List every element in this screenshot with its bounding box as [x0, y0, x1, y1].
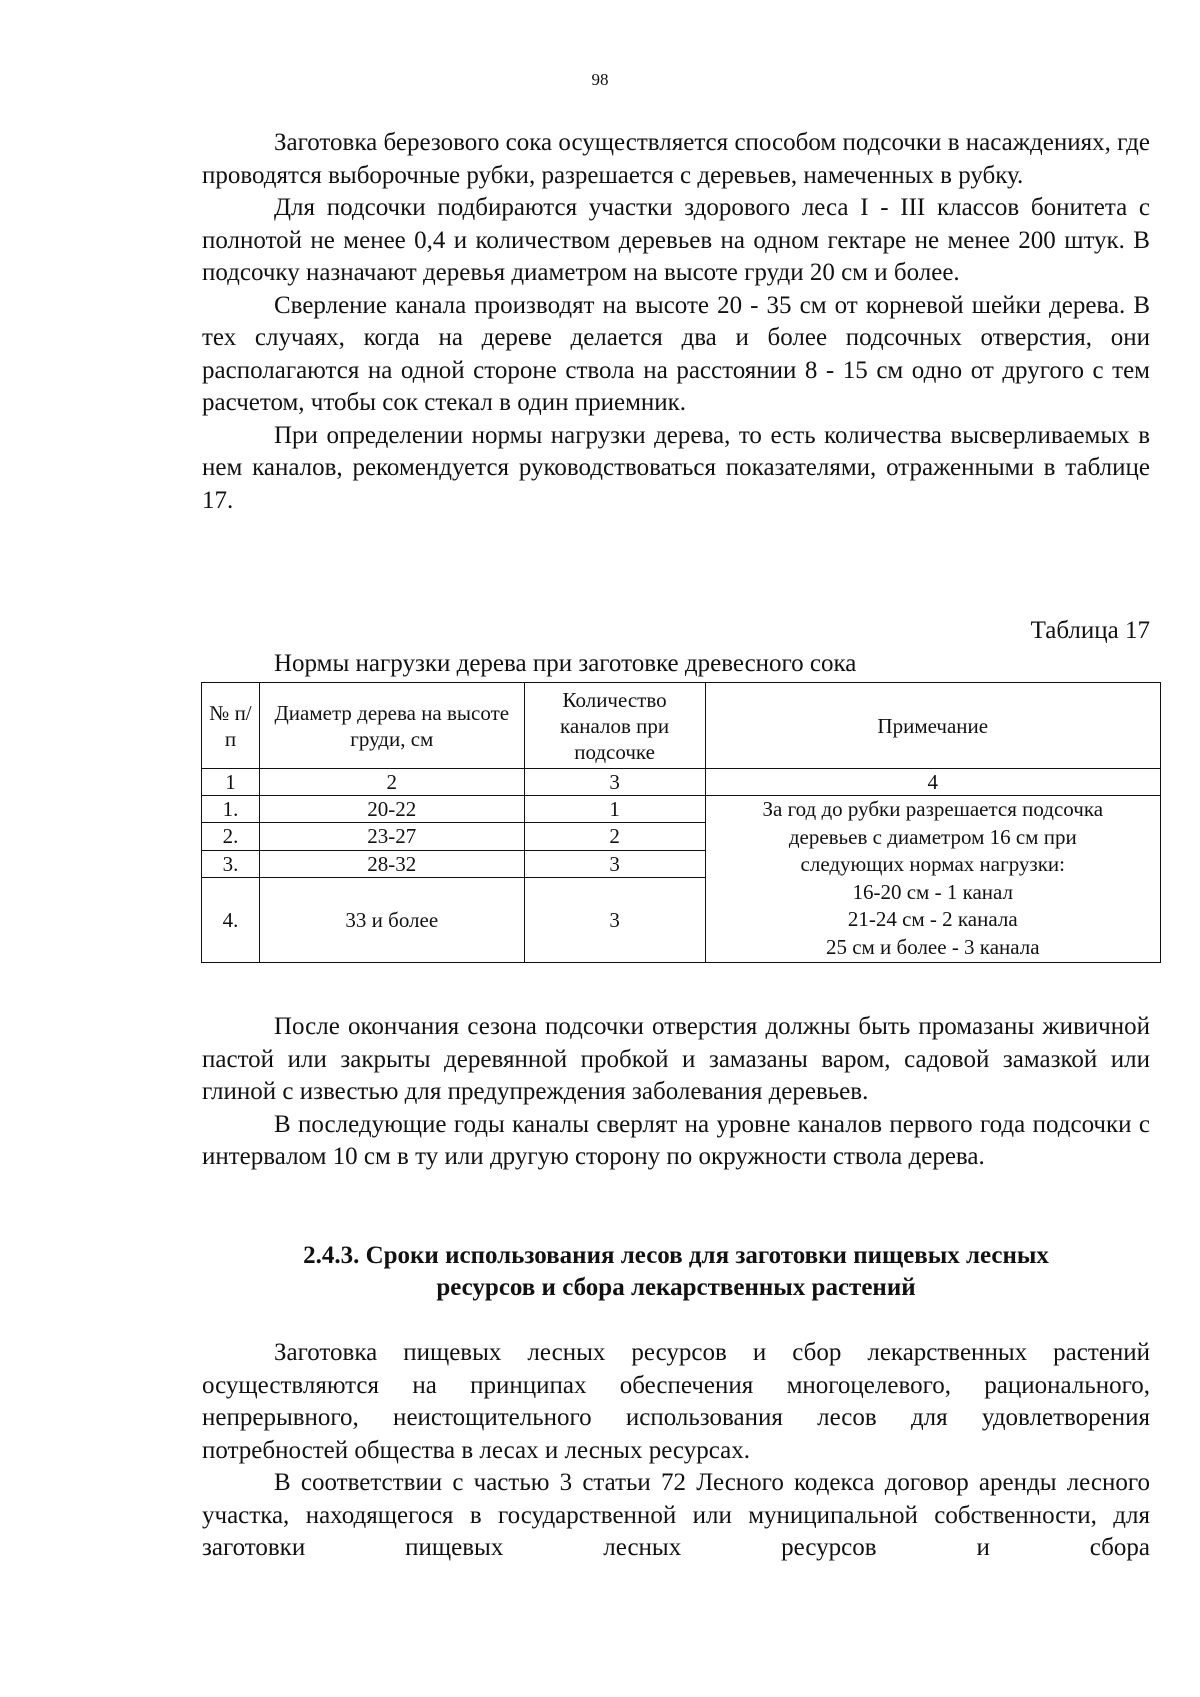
note-line: 16-20 см - 1 канал — [852, 879, 1014, 904]
section-heading-line: 2.4.3. Сроки использования лесов для заготовки пищевых лесных — [303, 1242, 1049, 1269]
column-index: 4 — [705, 769, 1160, 796]
paragraph: Заготовка пищевых лесных ресурсов и сбор лекарственных растений осуществляются на принципах обеспечения многоцелевого, рационального, непрерывного, неистощительного использования лесов для удовлетворения потребностей общества в лесах и лесных ресурсах. — [202, 1339, 1150, 1464]
row-channels: 3 — [524, 850, 705, 877]
note-line: деревьев с диаметром 16 см при — [788, 824, 1077, 849]
table-title: Нормы нагрузки дерева при заготовке древесного сока — [274, 650, 857, 677]
row-diameter: 33 и более — [259, 877, 524, 962]
note-line: следующих нормах нагрузки: — [800, 852, 1065, 877]
note-line: За год до рубки разрешается подсочка — [762, 797, 1104, 821]
paragraph: Сверление канала производят на высоте 20 - 35 см от корневой шейки дерева. В тех случаях, когда на дереве делается два и более подсочных отверстия, они располагаются на одной стороне ствола на расстоянии 8 - 15 см одно от другого с тем расчетом, чтобы сок стекал в один приемник. — [202, 291, 1150, 416]
load-norms-table — [201, 682, 1161, 963]
column-index: 2 — [259, 769, 524, 796]
section-text — [202, 1337, 1150, 1565]
column-index-row — [202, 769, 1161, 796]
column-index: 1 — [202, 769, 260, 796]
page-number: 98 — [591, 70, 609, 89]
paragraph: В последующие годы каналы сверлят на уровне каналов первого года подсочки с интервалом 10 см в ту или другую сторону по окружности ствола дерева. — [202, 1110, 1150, 1170]
paragraph: Заготовка березового сока осуществляется способом подсочки в насаждениях, где проводятся выборочные рубки, разрешается с деревьев, намеченных в рубку. — [202, 129, 1150, 189]
row-channels: 1 — [524, 796, 705, 823]
note-line: 21-24 см - 2 канала — [847, 907, 1018, 932]
table-label: Таблица 17 — [1030, 617, 1150, 644]
header-diameter: Диаметр дерева на высоте груди, см — [259, 683, 524, 769]
row-number: 3. — [202, 850, 260, 877]
row-diameter: 20-22 — [259, 796, 524, 823]
column-index: 3 — [524, 769, 705, 796]
intro-text — [202, 127, 1150, 517]
row-diameter: 28-32 — [259, 850, 524, 877]
row-number: 1. — [202, 796, 260, 823]
row-channels: 2 — [524, 823, 705, 850]
row-diameter: 23-27 — [259, 823, 524, 850]
row-channels: 3 — [524, 877, 705, 962]
section-heading — [202, 1240, 1150, 1304]
paragraph: При определении нормы нагрузки дерева, то есть количества высверливаемых в нем каналов, рекомендуется руководствоваться показателями, отраженными в таблице 17. — [202, 421, 1150, 514]
after-table-text — [202, 1011, 1150, 1174]
paragraph: После окончания сезона подсочки отверстия должны быть промазаны живичной пастой или закрыты деревянной пробкой и замазаны варом, садовой замазкой или глиной с известью для предупреждения заболевания деревьев. — [202, 1013, 1150, 1105]
paragraph: В соответствии с частью 3 статьи 72 Лесного кодекса договор аренды лесного участка, находящегося в государственной или муниципальной собственности, для заготовки пищевых лесных ресурсов и сбора — [202, 1469, 1150, 1561]
table-header-row — [202, 683, 1161, 769]
note-cell — [705, 796, 1160, 963]
header-channels: Количество каналов при подсочке — [524, 683, 705, 769]
row-number: 4. — [202, 877, 260, 962]
section-heading-line: ресурсов и сбора лекарственных растений — [436, 1274, 916, 1301]
note-line: 25 см и более - 3 канала — [825, 934, 1040, 959]
header-note: Примечание — [705, 683, 1160, 769]
paragraph: Для подсочки подбираются участки здорового леса I - III классов бонитета с полнотой не менее 0,4 и количеством деревьев на одном гектаре не менее 200 штук. В подсочку назначают деревья диаметром на высоте груди 20 см и более. — [202, 194, 1150, 286]
header-number: № п/п — [202, 683, 260, 769]
table-row — [202, 796, 1161, 823]
row-number: 2. — [202, 823, 260, 850]
